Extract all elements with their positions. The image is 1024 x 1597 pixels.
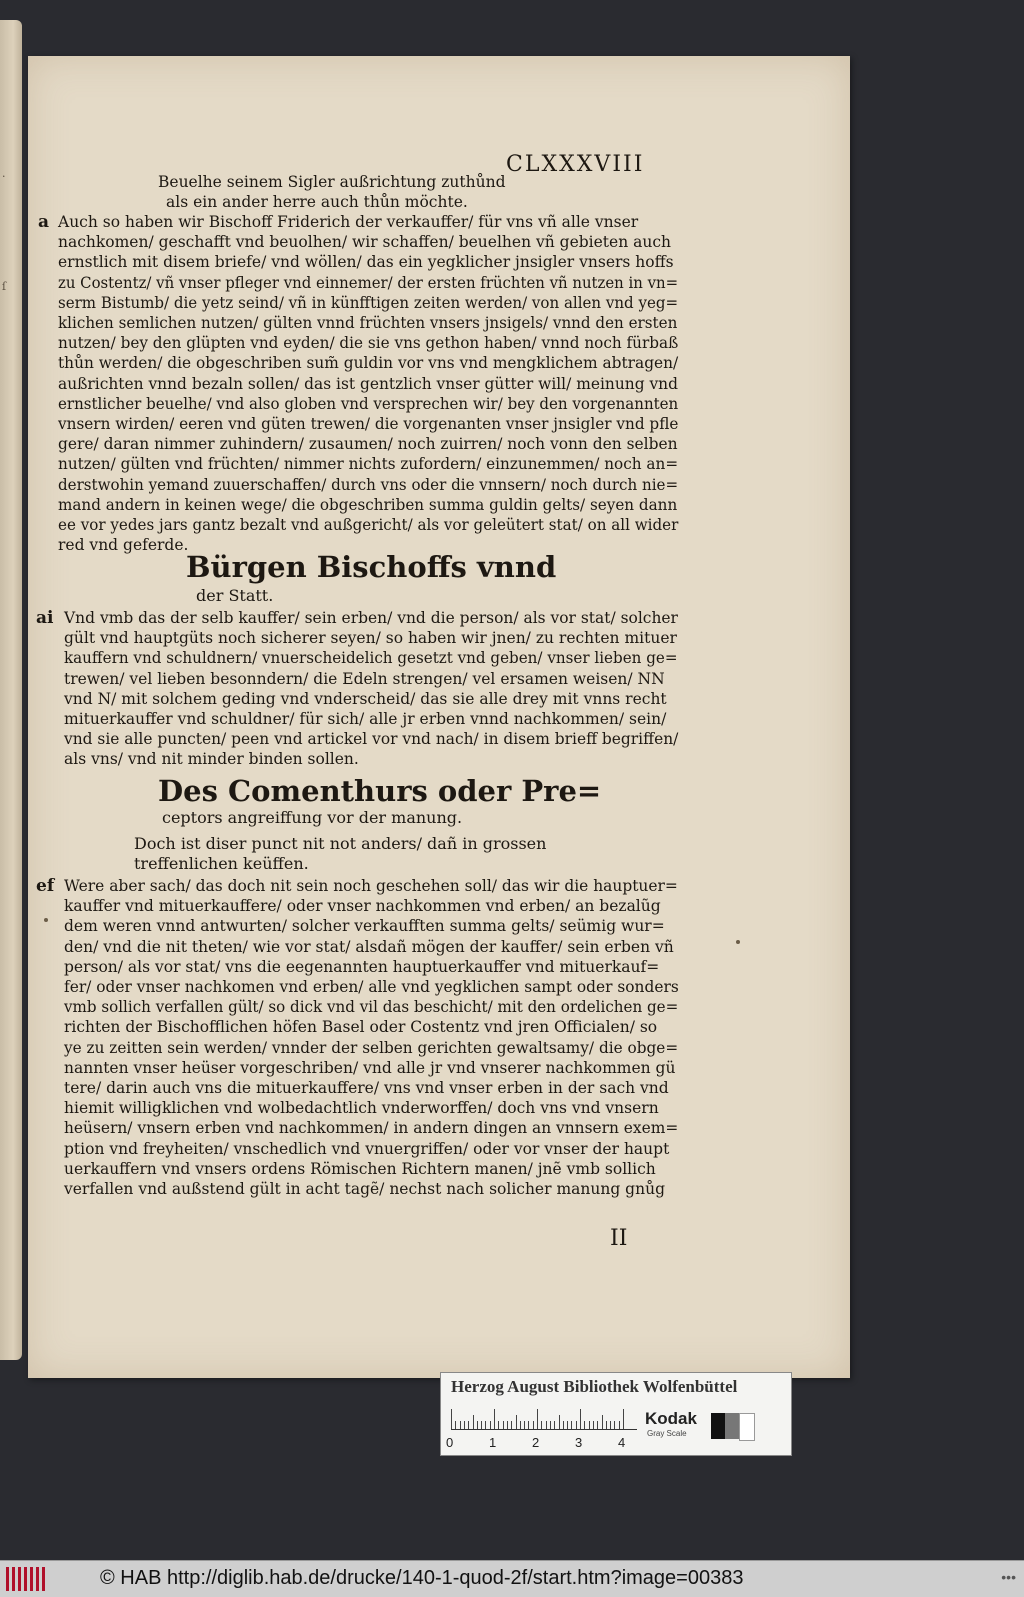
ruler-tick <box>528 1421 529 1429</box>
text-line: nannten vnser heüser vorgeschriben/ vnd alle jr vnd vnserer nachkommen gü <box>64 1058 676 1077</box>
ruler-tick <box>511 1421 512 1429</box>
intro-line: als ein ander herre auch thůn möchte. <box>166 193 468 211</box>
ruler-tick <box>546 1421 547 1429</box>
ruler-tick <box>567 1421 568 1429</box>
text-line: ee vor yedes jars gantz bezalt vnd außgericht/ als vor geleütert stat/ on all wider <box>58 516 679 534</box>
section-subheading: der Statt. <box>196 586 274 605</box>
ruler-tick <box>507 1421 508 1429</box>
ruler-tick <box>498 1421 499 1429</box>
text-line: red vnd geferde. <box>58 536 189 555</box>
text-line: vnd sie alle puncten/ peen vnd artickel vor vnd nach/ in disem brieff begriffen/ <box>64 730 679 749</box>
text-line: heüsern/ vnsern erben vnd nachkommen/ in andern dingen an vnnsern exem= <box>64 1119 679 1138</box>
ruler-tick <box>623 1409 624 1429</box>
text-line: verfallen vnd außstend gült in acht tagẽ/ nechst nach solicher manung gnůg <box>64 1180 665 1198</box>
ruler-tick <box>584 1421 585 1429</box>
book-page <box>28 56 850 1378</box>
text-line: tere/ darin auch vns die mituerkauffere/ vns vnd vnser erben in der sach vnd <box>64 1079 669 1097</box>
hab-logo-icon <box>6 1567 48 1591</box>
ruler-tick <box>571 1421 572 1429</box>
ruler-tick <box>597 1421 598 1429</box>
color-target <box>440 1372 792 1456</box>
ruler-tick <box>481 1421 482 1429</box>
ruler-tick <box>576 1421 577 1429</box>
adjacent-page-edge: · ſ <box>0 20 22 1360</box>
ruler-number: 0 <box>446 1435 454 1450</box>
text-line: uerkauffern vnd vnsers ordens Römischen Richtern manen/ jnẽ vmb sollich <box>64 1159 656 1178</box>
ruler-tick <box>606 1421 607 1429</box>
ruler-tick <box>593 1421 594 1429</box>
text-line: ernstlicher beuelhe/ vnd also globen vnd versprechen wir/ bey den vorgenannten <box>58 394 679 413</box>
text-line: person/ als vor stat/ vns die eegenannten hauptuerkauffer vnd mituerkauf= <box>64 957 660 976</box>
ruler-tick <box>451 1409 452 1429</box>
text-line: nachkomen/ geschafft vnd beuolhen/ wir schaffen/ beuelhen vñ gebieten auch <box>58 233 671 252</box>
kodak-logo: Kodak <box>645 1409 697 1428</box>
section-heading: Bürgen Bischoffs vnnd <box>186 550 557 584</box>
folio-number: CLXXXVIII <box>506 152 645 177</box>
ruler-tick <box>503 1421 504 1429</box>
text-line: gere/ daran nimmer zuhindern/ zusaumen/ noch zuirren/ noch vonn den selben <box>58 435 678 454</box>
intro-line: Beuelhe seinem Sigler außrichtung zuthůnd <box>158 173 506 191</box>
ruler-tick <box>541 1421 542 1429</box>
gray-scale-label: Gray Scale <box>647 1429 687 1438</box>
ruler-number: 2 <box>532 1435 540 1450</box>
text-line: kauffer vnd mituerkauffere/ oder vnser nachkommen vnd erben/ an bezalũg <box>64 897 661 916</box>
ruler-tick <box>455 1421 456 1429</box>
ruler-number: 3 <box>575 1435 583 1450</box>
ruler-tick <box>614 1421 615 1429</box>
ruler-tick <box>485 1421 486 1429</box>
text-line: Vnd vmb das der selb kauffer/ sein erben/ vnd die person/ als vor stat/ solcher <box>64 609 678 627</box>
ruler-tick <box>524 1421 525 1429</box>
text-line: den/ vnd die nit theten/ wie vor stat/ alsdañ mögen der kauffer/ sein erben vñ <box>64 937 674 956</box>
ruler-tick <box>554 1421 555 1429</box>
ruler-number: 4 <box>618 1435 626 1450</box>
margin-marker: a <box>38 212 50 232</box>
text-line: nutzen/ bey den glüpten vnd eyden/ die sie vns gethon haben/ vnnd noch fürbaß <box>58 334 679 353</box>
section-subheading: ceptors angreiffung vor der manung. <box>162 808 463 827</box>
signature-mark: II <box>610 1226 628 1251</box>
text-line: vnd N/ mit solchem geding vnd vnderscheid/ das sie alle drey mit vnns recht <box>64 689 667 708</box>
text-line: klichen semlichen nutzen/ gülten vnnd früchten vnsers jnsigels/ vnnd den ersten <box>58 314 678 332</box>
text-line: außrichten vnnd bezaln sollen/ das ist gentzlich vnser gütter will/ meinung vnd <box>58 374 678 393</box>
text-line: nutzen/ gülten vnd früchten/ nimmer nichts zufordern/ einzunemmen/ noch an= <box>58 455 679 474</box>
gray-patch-gray <box>725 1413 739 1439</box>
ruler-tick <box>550 1421 551 1429</box>
text-line: mand andern in keinen wege/ die obgeschriben summa guldin gelts/ seyen dann <box>58 495 678 514</box>
section-heading: Des Comenthurs oder Pre= <box>158 774 602 808</box>
ruler-tick <box>494 1409 495 1429</box>
ruler-tick <box>477 1421 478 1429</box>
text-line: derstwohin yemand zuuerschaffen/ durch vns oder die vnnsern/ noch durch nie= <box>58 475 679 494</box>
margin-marker: ai <box>36 608 54 628</box>
more-icon[interactable]: ••• <box>1001 1569 1016 1585</box>
ruler-tick <box>589 1421 590 1429</box>
ruler-tick <box>610 1421 611 1429</box>
text-line: zu Costentz/ vñ vnser pfleger vnd einnemer/ der ersten früchten vñ nutzen in vn= <box>58 273 679 292</box>
gray-patch-black <box>711 1413 725 1439</box>
text-line: ye zu zeitten sein werden/ vnnder der selben gerichten gewaltsamy/ die obge= <box>64 1038 679 1057</box>
text-line: mituerkauffer vnd schuldner/ für sich/ alle jr erben vnnd nachkommen/ sein/ <box>64 710 667 728</box>
ruler-tick <box>580 1409 581 1429</box>
ruler-tick <box>602 1415 603 1429</box>
text-line: vnsern wirden/ eeren vnd güten trewen/ die vorgenanten vnser jnsigler vnd pfle <box>58 415 679 433</box>
page-blemish <box>736 940 740 944</box>
text-line: richten der Bischofflichen höfen Basel oder Costentz vnd jren Officialen/ so <box>64 1018 658 1037</box>
section-note: treffenlichen keüffen. <box>134 854 309 873</box>
text-line: hiemit willigklichen vnd wolbedachtlich vnderworffen/ doch vns vnd vnsern <box>64 1099 659 1118</box>
text-line: Auch so haben wir Bischoff Friderich der verkauffer/ für vns vñ alle vnser <box>58 213 639 231</box>
text-line: ption vnd freyheiten/ vnschedlich vnd vnuergriffen/ oder vor vnser der haupt <box>64 1139 670 1158</box>
ruler-tick <box>537 1409 538 1429</box>
text-line: fer/ oder vnser nachkomen vnd erben/ alle vnd yegklichen sampt oder sonders <box>64 978 679 996</box>
gray-patch-white <box>739 1413 755 1441</box>
ruler-tick <box>533 1421 534 1429</box>
ruler-tick <box>516 1415 517 1429</box>
margin-marker: ef <box>36 876 55 896</box>
section-note: Doch ist diser punct nit not anders/ dañ in grossen <box>134 834 547 853</box>
copyright-url[interactable]: © HAB http://diglib.hab.de/drucke/140-1-quod-2f/start.htm?image=00383 <box>100 1567 744 1589</box>
text-line: serm Bistumb/ die yetz seind/ vñ in künfftigen zeiten werden/ von allen vnd yeg= <box>58 293 679 312</box>
library-name: Herzog August Bibliothek Wolfenbüttel <box>451 1377 738 1396</box>
ruler-tick <box>460 1421 461 1429</box>
footer-bar <box>0 1560 1024 1597</box>
ruler-tick <box>520 1421 521 1429</box>
text-line: trewen/ vel lieben besonndern/ die Edeln strengen/ vel ersamen weisen/ NN <box>64 669 665 688</box>
ruler-tick <box>490 1421 491 1429</box>
text-line: ernstlich mit disem briefe/ vnd wöllen/ das ein yegklicher jnsigler vnsers hoffs <box>58 253 674 272</box>
ruler-tick <box>559 1415 560 1429</box>
text-line: gült vnd hauptgüts noch sicherer seyen/ so haben wir jnen/ zu rechten mituer <box>64 629 677 648</box>
text-line: Were aber sach/ das doch nit sein noch geschehen soll/ das wir die hauptuer= <box>64 877 678 895</box>
ruler-number: 1 <box>489 1435 497 1450</box>
text-line: thůn werden/ die obgeschriben sum̃ guldin vor vns vnd mengklichem abtragen/ <box>58 354 679 373</box>
text-line: dem weren vnnd antwurten/ solcher verkaufften summa gelts/ seümig wur= <box>64 917 665 936</box>
text-line: als vns/ vnd nit minder binden sollen. <box>64 750 359 769</box>
text-line: kauffern vnd schuldnern/ vnuerscheidelich gesetzt vnd geben/ vnser lieben ge= <box>64 649 678 668</box>
ruler-tick <box>468 1421 469 1429</box>
ruler-tick <box>464 1421 465 1429</box>
page-blemish <box>44 918 48 922</box>
ruler-tick <box>563 1421 564 1429</box>
text-line: vmb sollich verfallen gült/ so dick vnd vil das beschicht/ mit den ordelichen ge= <box>64 998 679 1017</box>
ruler-tick <box>619 1421 620 1429</box>
scale-ruler <box>451 1407 637 1430</box>
ruler-tick <box>473 1415 474 1429</box>
